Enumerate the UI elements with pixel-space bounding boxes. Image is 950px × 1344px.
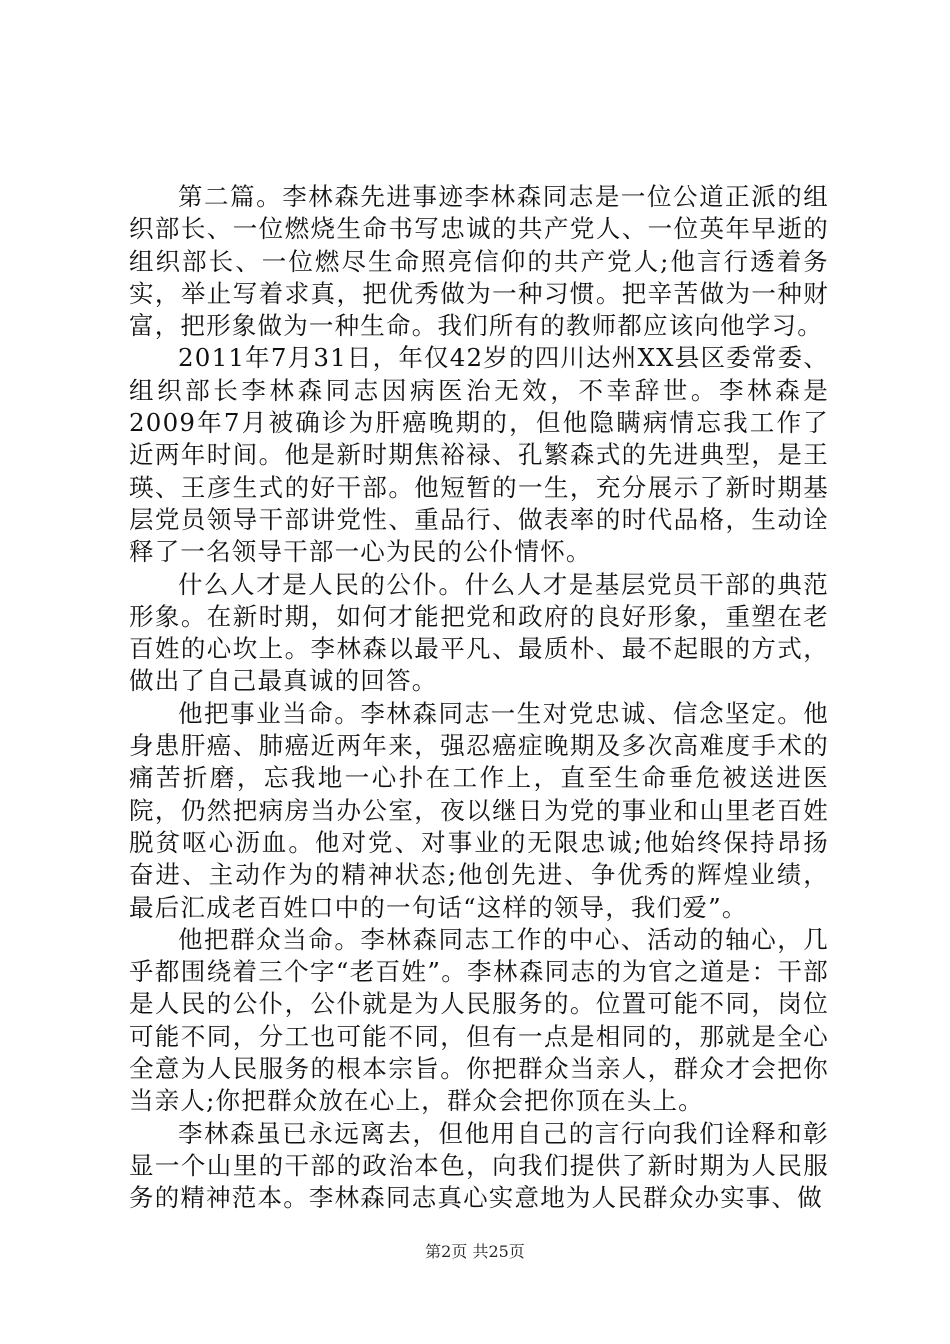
document-body bbox=[129, 181, 829, 1215]
paragraph-4: 他把事业当命。李林森同志一生对党忠诚、信念坚定。他身患肝癌、肺癌近两年来，强忍癌症晚期及多次高难度手术的痛苦折磨，忘我地一心扑在工作上，直至生命垂危被送进医院，仍然把病房当办公室，夜以继日为党的事业和山里老百姓脱贫呕心沥血。他对党、对事业的无限忠诚;他始终保持昂扬奋进、主动作为的精神状态;他创先进、争优秀的辉煌业绩，最后汇成老百姓口中的一句话“这样的领导，我们爱”。 bbox=[129, 698, 829, 922]
paragraph-3: 什么人才是人民的公仆。什么人才是基层党员干部的典范形象。在新时期，如何才能把党和政府的良好形象，重塑在老百姓的心坎上。李林森以最平凡、最质朴、最不起眼的方式，做出了自己最真诚的回答。 bbox=[129, 569, 829, 696]
page-footer: 第2页 共25页 bbox=[425, 1242, 525, 1261]
paragraph-1: 第二篇。李林森先进事迹李林森同志是一位公道正派的组织部长、一位燃烧生命书写忠诚的共产党人、一位英年早逝的组织部长、一位燃尽生命照亮信仰的共产党人;他言行透着务实，举止写着求真，把优秀做为一种习惯。把辛苦做为一种财富，把形象做为一种生命。我们所有的教师都应该向他学习。 bbox=[129, 182, 829, 341]
paragraph-6: 李林森虽已永远离去，但他用自己的言行向我们诠释和彰显一个山里的干部的政治本色，向我们提供了新时期为人民服务的精神范本。李林森同志真心实意地为人民群众办实事、做 bbox=[129, 1118, 829, 1213]
paragraph-2: 2011年7月31日，年仅42岁的四川达州XX县区委常委、组织部长李林森同志因病医治无效，不幸辞世。李林森是2009年7月被确诊为肝癌晚期的，但他隐瞒病情忘我工作了近两年时间。他是新时期焦裕禄、孔繁森式的先进典型，是王瑛、王彦生式的好干部。他短暂的一生，充分展示了新时期基层党员领导干部讲党性、重品行、做表率的时代品格，生动诠释了一名领导干部一心为民的公仆情怀。 bbox=[129, 343, 829, 567]
paragraph-5: 他把群众当命。李林森同志工作的中心、活动的轴心，几乎都围绕着三个字“老百姓”。李林森同志的为官之道是：干部是人民的公仆，公仆就是为人民服务的。位置可能不同，岗位可能不同，分工也可能不同，但有一点是相同的，那就是全心全意为人民服务的根本宗旨。你把群众当亲人，群众才会把你当亲人;你把群众放在心上，群众会把你顶在头上。 bbox=[129, 924, 829, 1116]
